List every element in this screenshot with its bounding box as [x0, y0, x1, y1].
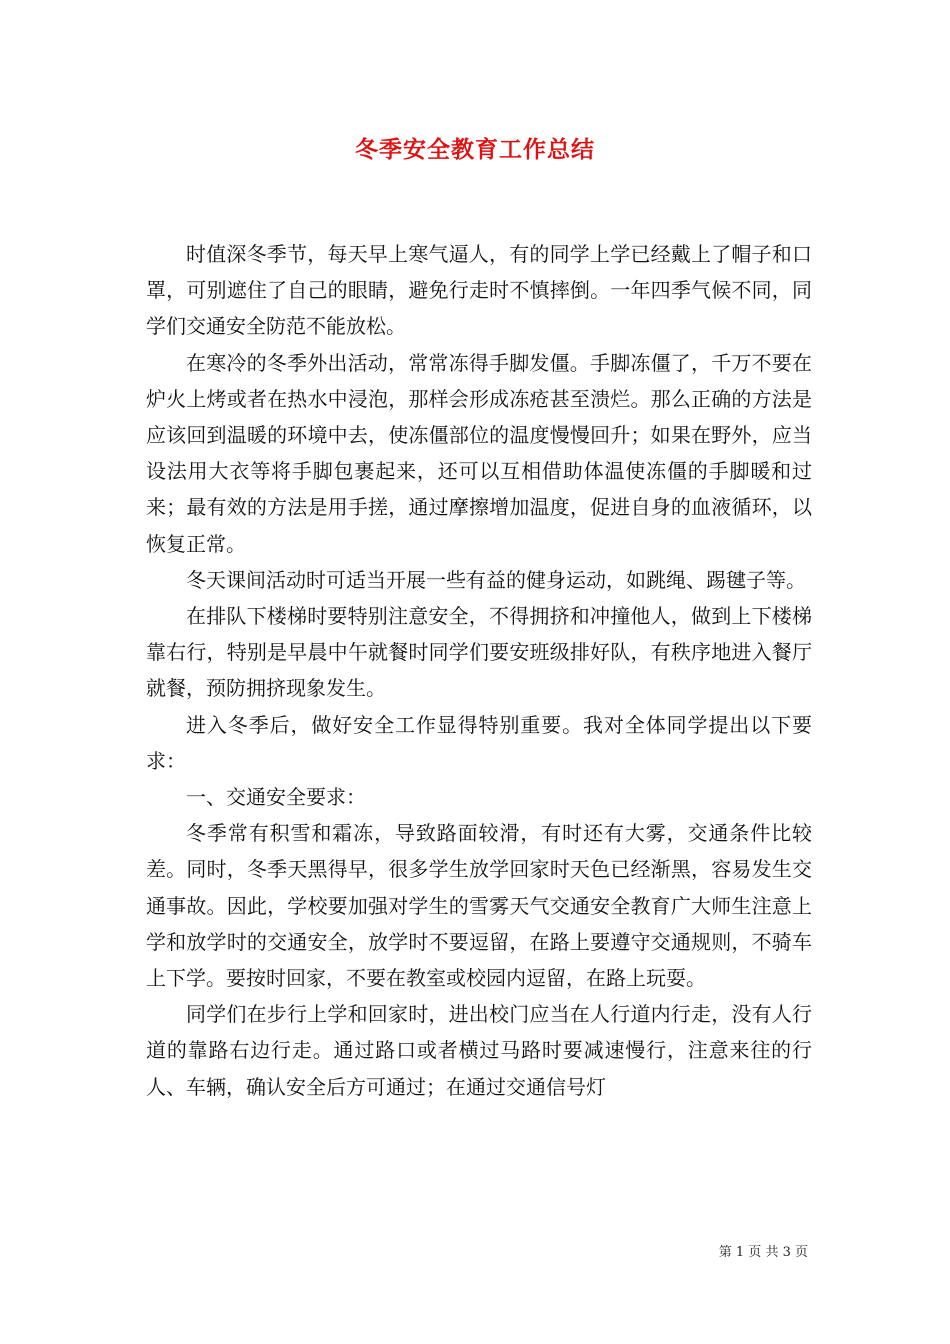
paragraph: 在寒冷的冬季外出活动，常常冻得手脚发僵。手脚冻僵了，千万不要在炉火上烤或者在热水中浸泡，那样会形成冻疮甚至溃烂。那么正确的方法是应该回到温暖的环境中去，使冻僵部位的温度慢慢回升；如果在野外，应当设法用大衣等将手脚包裹起来，还可以互相借助体温使冻僵的手脚暖和过来；最有效的方法是用手搓，通过摩擦增加温度，促进自身的血液循环，以恢复正常。 [146, 350, 812, 556]
paragraph: 冬天课间活动时可适当开展一些有益的健身运动，如跳绳、踢毽子等。 [186, 567, 806, 592]
paragraph: 同学们在步行上学和回家时，进出校门应当在人行道内行走，没有人行道的靠路右边行走。通过路口或者横过马路时要减速慢行，注意来往的行人、车辆，确认安全后方可通过；在通过交通信号灯 [146, 1002, 812, 1099]
paragraph: 冬季常有积雪和霜冻，导致路面较滑，有时还有大雾，交通条件比较差。同时，冬季天黑得早，很多学生放学回家时天色已经渐黑，容易发生交通事故。因此，学校要加强对学生的雪雾天气交通安全教育广大师生注意上学和放学时的交通安全，放学时不要逗留，在路上要遵守交通规则，不骑车上下学。要按时回家，不要在教室或校园内逗留，在路上玩耍。 [146, 821, 812, 991]
page-number: 第 1 页 共 3 页 [718, 1245, 808, 1260]
paragraph: 在排队下楼梯时要特别注意安全，不得拥挤和冲撞他人，做到上下楼梯靠右行，特别是早晨中午就餐时同学们要安班级排好队，有秩序地进入餐厅就餐，预防拥挤现象发生。 [146, 604, 812, 701]
section-heading: 一、交通安全要求： [186, 785, 366, 810]
paragraph: 时值深冬季节，每天早上寒气逼人，有的同学上学已经戴上了帽子和口罩，可别遮住了自己的眼睛，避免行走时不慎摔倒。一年四季气候不同，同学们交通安全防范不能放松。 [146, 242, 812, 339]
document-title: 冬季安全教育工作总结 [355, 137, 595, 163]
paragraph: 进入冬季后，做好安全工作显得特别重要。我对全体同学提出以下要求： [146, 712, 812, 773]
document-body [146, 236, 812, 1105]
